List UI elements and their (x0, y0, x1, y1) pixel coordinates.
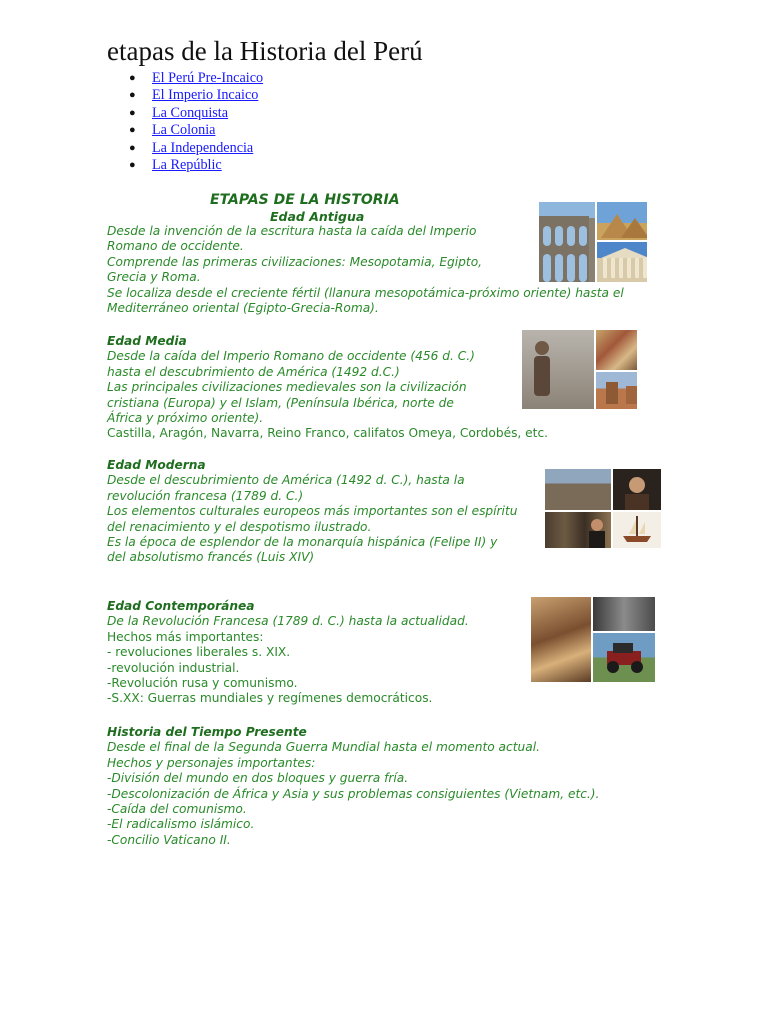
bullet-icon: ● (129, 106, 136, 119)
city-view-image (545, 469, 611, 510)
toc-link-imperio-incaico[interactable]: El Imperio Incaico (152, 87, 259, 104)
edad-antigua-image (539, 202, 647, 282)
edad-moderna-section (107, 458, 517, 566)
toc-item (107, 87, 263, 104)
text-line: del absolutismo francés (Luis XIV) (107, 550, 315, 565)
text-line: -Revolución rusa y comunismo. (107, 676, 298, 691)
toc-link-pre-incaico[interactable]: El Perú Pre-Incaico (152, 70, 264, 86)
text-line: cristiana (Europa) y el Islam, (Península Ibérica, norte de (107, 395, 454, 410)
tiempo-presente-heading: Historia del Tiempo Presente (107, 725, 307, 739)
toc-link-colonia[interactable]: La Colonia (152, 122, 216, 139)
text-line: Desde el descubrimiento de América (1492 d. C.), hasta la (107, 473, 465, 488)
ship-image (613, 512, 661, 548)
bullet-icon: ● (129, 89, 136, 102)
pyramids-image (597, 202, 647, 240)
edad-media-heading: Edad Media (107, 334, 187, 348)
revolution-painting-image (531, 597, 591, 682)
text-line: Castilla, Aragón, Navarra, Reino Franco, califatos Omeya, Cordobés, etc. (107, 426, 549, 441)
toc-link-conquista[interactable]: La Conquista (152, 104, 229, 121)
text-line: -S.XX: Guerras mundiales y regímenes democráticos. (107, 691, 433, 706)
statue-image (522, 330, 594, 409)
text-line: Comprende las primeras civilizaciones: Mesopotamia, Egipto, (107, 254, 483, 269)
text-line: hasta el descubrimiento de América (1492 d.C.) (107, 364, 400, 379)
portrait-icon (613, 469, 661, 510)
section-main-heading: ETAPAS DE LA HISTORIA (210, 192, 400, 208)
text-line: del renacimiento y el despotismo ilustrado. (107, 519, 372, 534)
text-line: Se localiza desde el creciente fértil (llanura mesopotámica-próximo oriente) hasta el (107, 285, 624, 300)
text-line: Desde la invención de la escritura hasta la caída del Imperio (107, 224, 477, 238)
text-line: -Caída del comunismo. (107, 802, 247, 817)
bullet-icon: ● (129, 72, 136, 84)
text-line: Es la época de esplendor de la monarquía hispánica (Felipe II) y (107, 535, 498, 550)
medieval-painting-image (596, 330, 637, 370)
text-line: De la Revolución Francesa (1789 d. C.) hasta la actualidad. (107, 614, 469, 629)
edad-media-image (522, 330, 637, 409)
car-icon (593, 633, 655, 682)
text-line: Romano de occidente. (107, 239, 244, 254)
car-image (593, 633, 655, 682)
text-line: Desde la caída del Imperio Romano de occidente (456 d. C.) (107, 349, 475, 364)
bullet-icon: ● (129, 141, 136, 154)
factory-image (593, 597, 655, 631)
aqueduct-icon (539, 202, 589, 282)
toc-item (107, 157, 263, 174)
edad-media-section (107, 334, 548, 442)
toc-link-independencia[interactable]: La Independencia (152, 139, 254, 156)
toc-list (107, 70, 263, 174)
toc-item (107, 105, 263, 122)
text-line: -División del mundo en dos bloques y guerra fría. (107, 771, 409, 786)
text-line: Hechos y personajes importantes: (107, 755, 316, 770)
portrait-luther-icon (545, 512, 611, 548)
pyramids-icon (597, 202, 647, 240)
parthenon-icon (597, 242, 647, 282)
portrait-columbus-image (613, 469, 661, 510)
text-line: Grecia y Roma. (107, 270, 201, 285)
toc-item (107, 140, 263, 157)
text-line: - revoluciones liberales s. XIX. (107, 645, 291, 660)
ship-icon (613, 512, 661, 548)
castle-icon (596, 372, 637, 409)
text-line: -Concilio Vaticano II. (107, 832, 231, 847)
tiempo-presente-section (107, 725, 599, 848)
edad-moderna-heading: Edad Moderna (107, 458, 206, 472)
text-line: África y próximo oriente). (107, 411, 264, 426)
battle-painting-image (545, 512, 611, 548)
toc-link-republica[interactable]: La Repúblic (152, 156, 222, 173)
text-line: -Descolonización de África y Asia y sus problemas consiguientes (Vietnam, etc.). (107, 786, 600, 801)
toc-item (107, 122, 263, 139)
statue-icon (522, 330, 563, 409)
edad-contemporanea-heading: Edad Contemporánea (107, 599, 255, 613)
text-line: -revolución industrial. (107, 660, 240, 675)
text-line: Mediterráneo oriental (Egipto-Grecia-Roma). (107, 301, 379, 316)
edad-contemporanea-image (531, 597, 655, 682)
edad-antigua-heading: Edad Antigua (270, 209, 365, 224)
text-line: Las principales civilizaciones medievales son la civilización (107, 380, 467, 395)
page-title: etapas de la Historia del Perú (107, 36, 423, 66)
text-line: Los elementos culturales europeos más importantes son el espíritu (107, 504, 518, 519)
parthenon-image (597, 242, 647, 282)
edad-moderna-image (545, 469, 661, 548)
bullet-icon: ● (129, 124, 136, 137)
bullet-icon: ● (129, 158, 136, 171)
edad-contemporanea-section (107, 599, 469, 707)
castle-image (596, 372, 637, 409)
aqueduct-image (539, 202, 595, 282)
toc-item (107, 70, 263, 87)
text-line: Hechos más importantes: (107, 629, 264, 644)
text-line: -El radicalismo islámico. (107, 817, 255, 832)
text-line: revolución francesa (1789 d. C.) (107, 488, 304, 503)
text-line: Desde el final de la Segunda Guerra Mundial hasta el momento actual. (107, 740, 540, 755)
